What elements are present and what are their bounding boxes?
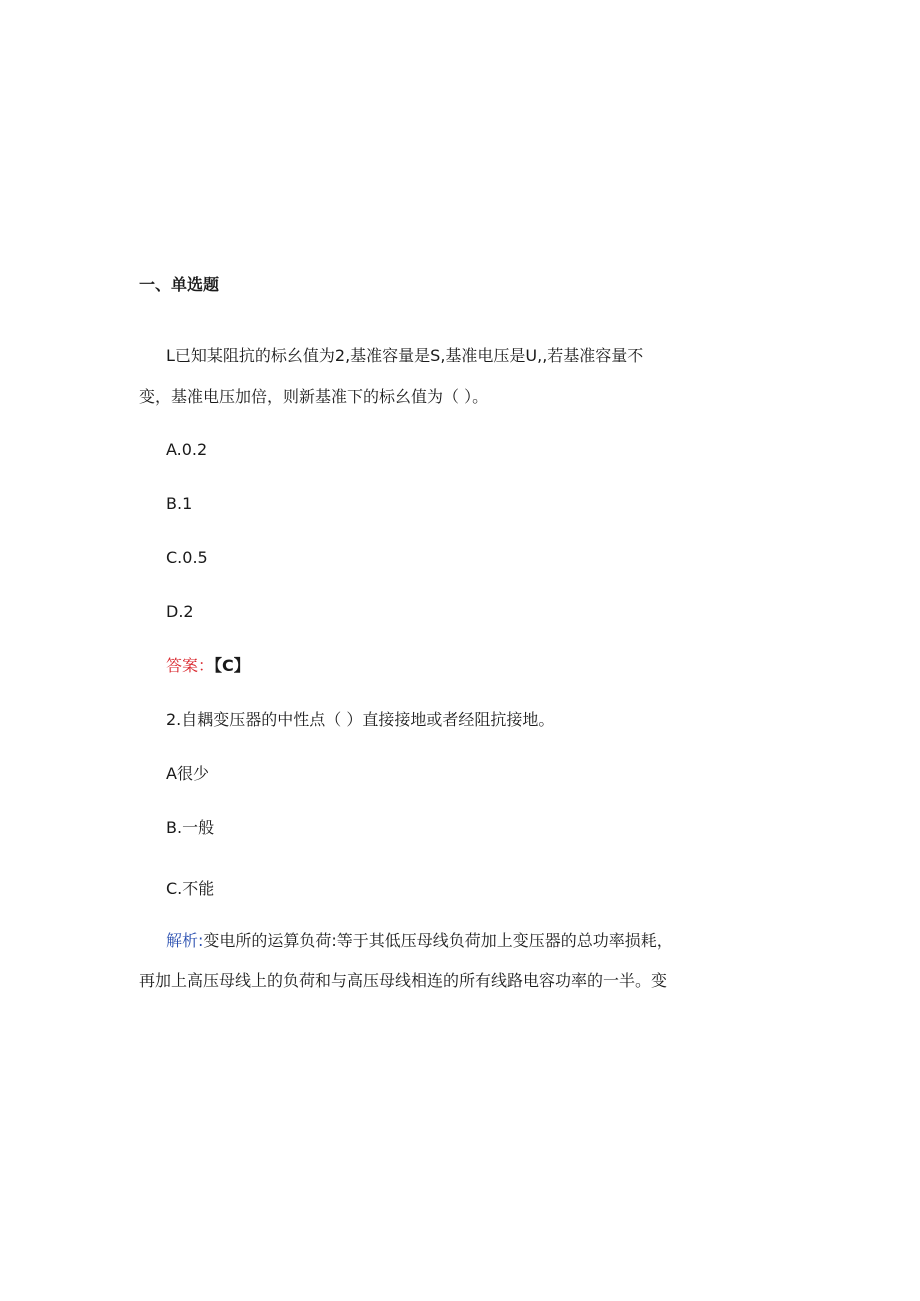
question-2-text: 2.自耦变压器的中性点（ ）直接接地或者经阻抗接地。 bbox=[166, 710, 555, 729]
question-1-option-b: B.1 bbox=[166, 494, 193, 513]
question-2-option-b: B.一般 bbox=[166, 818, 215, 837]
explanation-text-line-1: 变电所的运算负荷:等于其低压母线负荷加上变压器的总功率损耗， bbox=[203, 931, 673, 950]
question-1-text-line-1: L已知某阻抗的标幺值为2,基准容量是S,基准电压是U,,若基准容量不 bbox=[166, 346, 644, 365]
explanation-label: 解析: bbox=[166, 931, 204, 950]
question-2-option-c: C.不能 bbox=[166, 879, 215, 898]
question-1-text-line-2: 变，基准电压加倍，则新基准下的标幺值为（ ）。 bbox=[139, 387, 489, 406]
explanation-line-1 bbox=[166, 930, 673, 952]
answer-label: 答案： bbox=[166, 656, 215, 675]
explanation-text-line-2: 再加上高压母线上的负荷和与高压母线相连的所有线路电容功率的一半。变 bbox=[139, 971, 668, 990]
question-1-answer bbox=[166, 655, 250, 677]
question-1-option-a: A.0.2 bbox=[166, 440, 208, 459]
question-1-option-c: C.0.5 bbox=[166, 548, 208, 567]
question-2-option-a: A很少 bbox=[166, 764, 209, 783]
answer-value: 【C】 bbox=[214, 656, 250, 675]
section-heading: 一、单选题 bbox=[139, 275, 220, 294]
question-1-option-d: D.2 bbox=[166, 602, 194, 621]
